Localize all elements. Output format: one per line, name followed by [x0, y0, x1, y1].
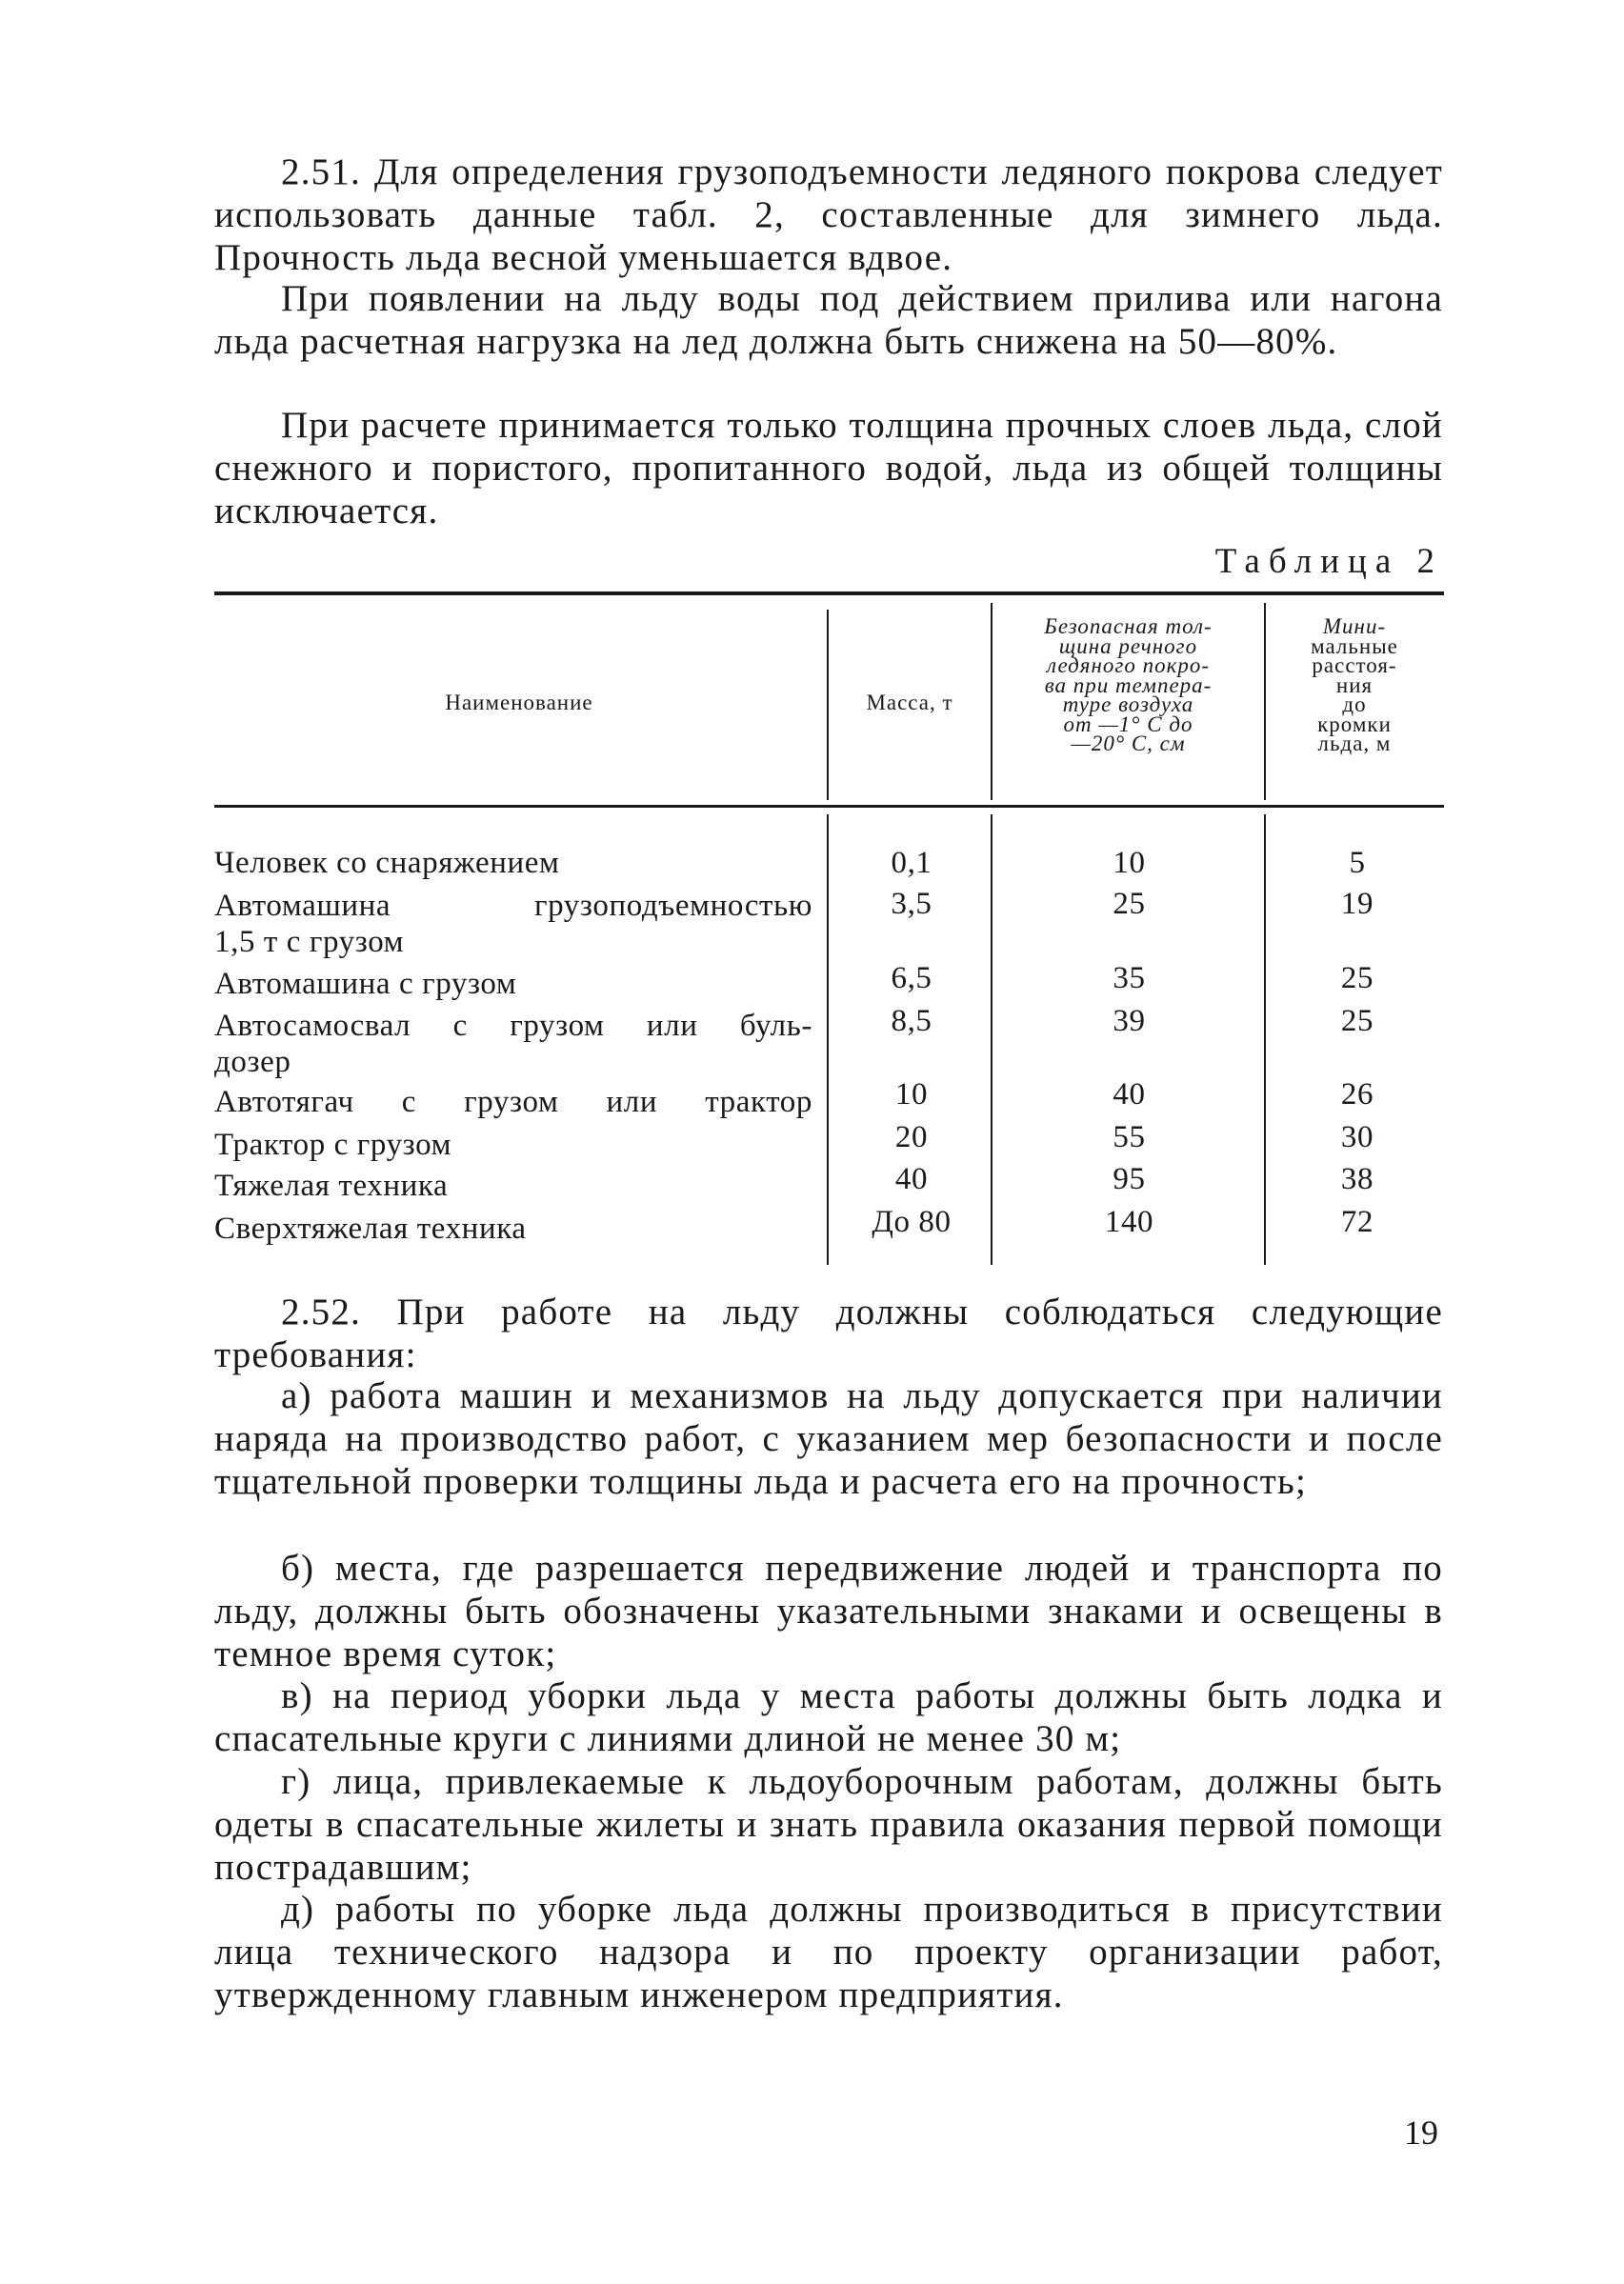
table-row-distance: 25: [1340, 1004, 1374, 1038]
paragraph-2-51-water: При появлении на льду воды под действием прилива или нагона льда расчетная нагрузка на лед должна быть снижена на 50—80%.: [214, 278, 1443, 362]
table-row-thickness: 140: [1104, 1205, 1154, 1239]
table-row-name: Человек со снаряжением: [214, 846, 560, 880]
list-item-g: г) лица, привлекаемые к льдоуборочным работам, должны быть одеты в спасательные жилеты и знать правила оказания первой помощи пострадавшим;: [214, 1761, 1443, 1888]
page-number: 19: [1404, 2114, 1438, 2152]
table-row-thickness: 40: [1113, 1077, 1146, 1112]
table-row-mass: 3,5: [891, 887, 932, 921]
table-row-mass: 20: [894, 1120, 929, 1154]
table-row-distance: 25: [1340, 961, 1374, 995]
table-row-thickness: 25: [1113, 887, 1146, 921]
table-row-mass: 10: [894, 1077, 929, 1112]
table-row-name: Автомашина грузоподъемностью 1,5 т с грузом: [214, 889, 812, 959]
header-distance: Мини- мальные расстоя- ния до кромки льда, м: [1311, 614, 1398, 755]
table-row-name: Трактор с грузом: [214, 1128, 452, 1162]
table-row-name: Автосамосвал с грузом или буль- дозер: [214, 1009, 812, 1079]
list-item-b: б) места, где разрешается передвижение людей и транспорта по льду, должны быть обозначены указательными знаками и освещены в темное время суток;: [214, 1548, 1443, 1674]
table-row-mass: 6,5: [891, 961, 932, 995]
header-name: Наименование: [445, 691, 593, 714]
header-mass: Масса, т: [866, 691, 953, 714]
paragraph-2-52-intro: 2.52. При работе на льду должны соблюдаться следующие требования:: [214, 1292, 1443, 1375]
table-row-mass: 40: [894, 1162, 929, 1196]
table-caption: Таблица 2: [1214, 542, 1443, 581]
table-row-thickness: 55: [1113, 1120, 1146, 1154]
table-row-distance: 72: [1340, 1205, 1374, 1239]
table-row-name: Автомашина с грузом: [214, 967, 517, 1001]
paragraph-2-51: 2.51. Для определения грузоподъемности ледяного покрова следует использовать данные табл. 2, составленные для зимнего льда. Прочность льда весной уменьшается вдвое.: [214, 151, 1443, 278]
paragraph-2-51-calculation: При расчете принимается только толщина прочных слоев льда, слой снежного и пористого, пропитанного водой, льда из общей толщины исключается.: [214, 405, 1443, 531]
table-row-distance: 26: [1340, 1077, 1374, 1112]
header-thickness: Безопасная тол- щина речного ледяного покро- ва при темпера- туре воздуха от —1° С до —20° С, см: [1044, 614, 1213, 755]
table-header-rule: [214, 805, 1444, 808]
table-top-rule: [214, 591, 1444, 595]
table-row-mass: 8,5: [891, 1004, 932, 1038]
table-row-distance: 19: [1340, 887, 1374, 921]
table-divider: [991, 814, 992, 1265]
table-row-distance: 38: [1340, 1162, 1374, 1196]
table-divider: [1264, 814, 1266, 1265]
table-row-thickness: 35: [1113, 961, 1146, 995]
list-item-v: в) на период уборки льда у места работы должны быть лодка и спасательные круги с линиями длиной не менее 30 м;: [214, 1675, 1443, 1759]
list-item-d: д) работы по уборке льда должны производиться в присутствии лица технического надзора и по проекту организации работ, утвержденному главным инженером предприятия.: [214, 1889, 1443, 2015]
table-row-distance: 5: [1349, 846, 1366, 880]
table-row-thickness: 39: [1113, 1004, 1146, 1038]
table-row-thickness: 95: [1113, 1162, 1146, 1196]
table-row-name: Сверхтяжелая техника: [214, 1212, 527, 1246]
table-row-mass: 0,1: [891, 846, 932, 880]
table-row-name: Тяжелая техника: [214, 1169, 449, 1203]
list-item-a: а) работа машин и механизмов на льду допускается при наличии наряда на производство работ, с указанием мер безопасности и после тщательной проверки толщины льда и расчета его на прочность;: [214, 1375, 1443, 1502]
table-divider: [827, 814, 829, 1265]
table-row-thickness: 10: [1113, 846, 1146, 880]
table-row-name: Автотягач с грузом или трактор: [214, 1085, 812, 1119]
table-row-distance: 30: [1340, 1120, 1374, 1154]
table-row-mass: До 80: [872, 1205, 952, 1239]
